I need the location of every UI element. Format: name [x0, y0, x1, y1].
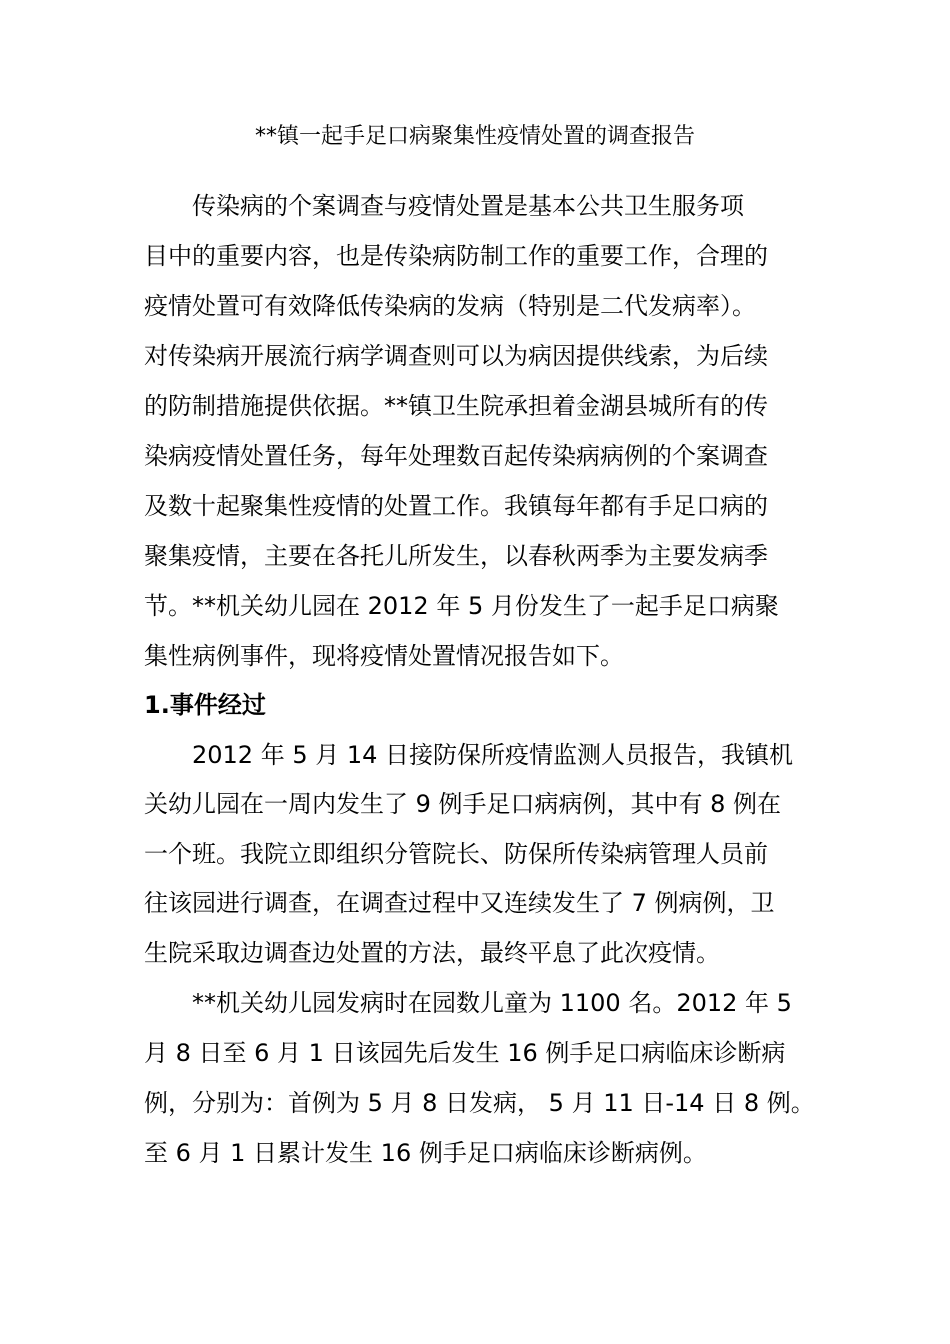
intro-line: 目中的重要内容，也是传染病防制工作的重要工作，合理的 [144, 242, 768, 270]
section1-para2-line: 例，分别为：首例为 5 月 8 日发病， 5 月 11 日-14 日 8 例。 [144, 1089, 815, 1117]
intro-line: 节。**机关幼儿园在 2012 年 5 月份发生了一起手足口病聚 [144, 592, 779, 620]
intro-line: 对传染病开展流行病学调查则可以为病因提供线索，为后续 [144, 342, 768, 370]
intro-line: 集性病例事件，现将疫情处置情况报告如下。 [144, 642, 624, 670]
intro-line: 疫情处置可有效降低传染病的发病（特别是二代发病率）。 [144, 292, 756, 320]
intro-line: 聚集疫情，主要在各托儿所发生，以春秋两季为主要发病季 [144, 542, 768, 570]
intro-line: 及数十起聚集性疫情的处置工作。我镇每年都有手足口病的 [144, 492, 768, 520]
section1-para2-line: 月 8 日至 6 月 1 日该园先后发生 16 例手足口病临床诊断病 [144, 1039, 786, 1067]
document-title: **镇一起手足口病聚集性疫情处置的调查报告 [254, 124, 695, 149]
section1-para1-line: 关幼儿园在一周内发生了 9 例手足口病病例，其中有 8 例在 [144, 790, 782, 818]
intro-line: 传染病的个案调查与疫情处置是基本公共卫生服务项 [192, 192, 744, 220]
section1-para1-line: 生院采取边调查边处置的方法，最终平息了此次疫情。 [144, 939, 720, 967]
section1-para1-line: 2012 年 5 月 14 日接防保所疫情监测人员报告，我镇机 [192, 741, 794, 769]
section1-para2-line: **机关幼儿园发病时在园数儿童为 1100 名。2012 年 5 [192, 989, 792, 1017]
section1-para2-line: 至 6 月 1 日累计发生 16 例手足口病临床诊断病例。 [144, 1139, 707, 1167]
intro-line: 的防制措施提供依据。**镇卫生院承担着金湖县城所有的传 [144, 392, 768, 420]
intro-line: 染病疫情处置任务，每年处理数百起传染病病例的个案调查 [144, 442, 768, 470]
section1-para1-line: 往该园进行调查，在调查过程中又连续发生了 7 例病例，卫 [144, 889, 775, 917]
section1-para1-line: 一个班。我院立即组织分管院长、防保所传染病管理人员前 [144, 840, 768, 868]
section-heading: 1.事件经过 [144, 691, 266, 719]
